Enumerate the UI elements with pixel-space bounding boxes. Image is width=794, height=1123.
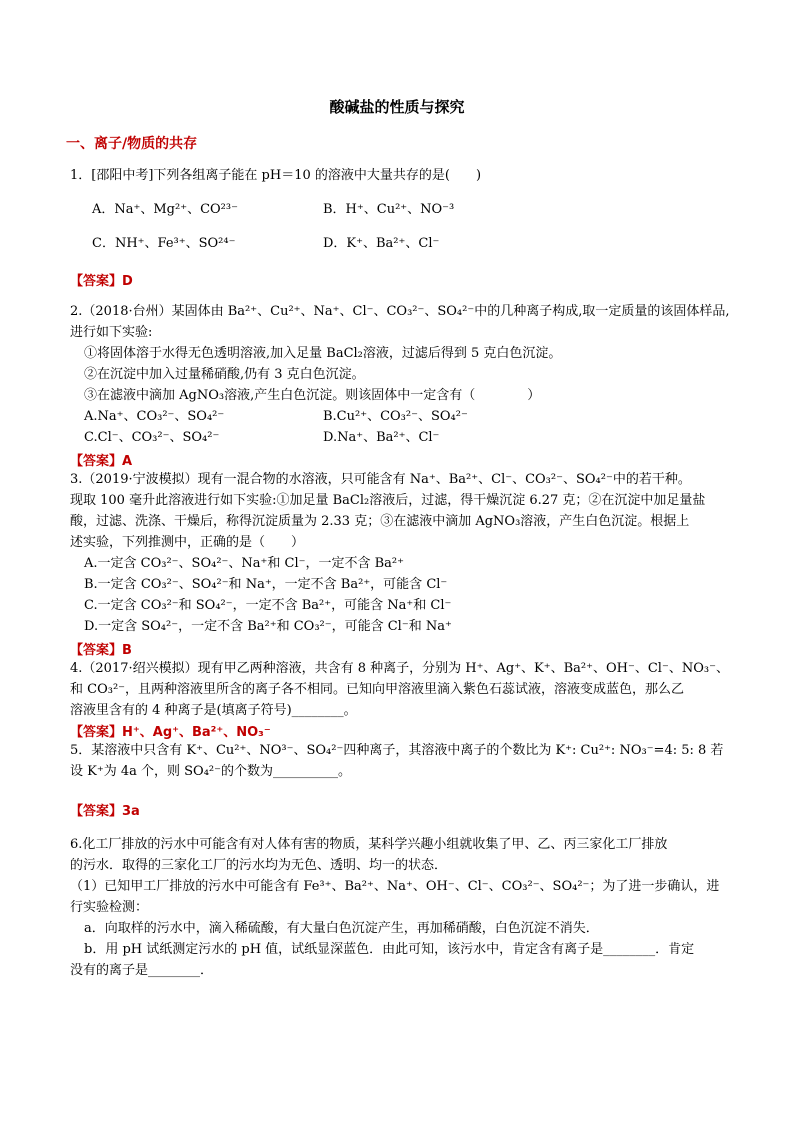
answer-label: 【答案】 [70,804,123,819]
answer-value: B [122,643,132,658]
q1-option-c: C．NH⁺、Fe³⁺、SO²⁴⁻ [92,236,236,251]
q2-line-2: 进行如下实验: [70,325,153,340]
answer-value: H⁺、Ag⁺、Ba²⁺、NO₃⁻ [122,725,271,740]
q3-option-c: C.一定含 CO₃²⁻和 SO₄²⁻，一定不含 Ba²⁺，可能含 Na⁺和 Cl⁻ [84,598,452,613]
q2-answer [70,450,132,469]
q3-line-2: 现取 100 毫升此溶液进行如下实验:①加足量 BaCl₂溶液后，过滤，得干燥沉淀 6.27 克；②在沉淀中加足量盐 [70,493,706,508]
q2-step-3: ③在滤液中滴加 AgNO₃溶液,产生白色沉淀。则该固体中一定含有（ ） [84,388,541,403]
q2-option-b: B.Cu²⁺、CO₃²⁻、SO₄²⁻ [323,409,468,424]
q4-line-1: 4.（2017·绍兴模拟）现有甲乙两种溶液，共含有 8 种离子，分别为 H⁺、Ag⁺、K⁺、Ba²⁺、OH⁻、Cl⁻、NO₃⁻、 [70,661,729,676]
section-heading: 一、离子/物质的共存 [66,136,198,152]
q3-option-a: A.一定含 CO₃²⁻、SO₄²⁻、Na⁺和 Cl⁻，一定不含 Ba²⁺ [84,556,404,571]
q1-option-d: D．K⁺、Ba²⁺、Cl⁻ [323,236,440,251]
q2-option-d: D.Na⁺、Ba²⁺、Cl⁻ [323,430,440,445]
q6-line-4: 行实验检测： [70,900,149,915]
q3-line-1: 3.（2019·宁波模拟）现有一混合物的水溶液，只可能含有 Na⁺、Ba²⁺、Cl⁻、CO₃²⁻、SO₄²⁻中的若干种。 [70,472,691,487]
q2-option-c: C.Cl⁻、CO₃²⁻、SO₄²⁻ [84,430,220,445]
q4-line-2: 和 CO₃²⁻，且两种溶液里所含的离子各不相同。已知向甲溶液里滴入紫色石蕊试液，溶液变成蓝色，那么乙 [70,682,685,697]
q5-answer [70,800,140,819]
q3-answer [70,639,132,658]
answer-label: 【答案】 [70,643,123,658]
answer-value: A [122,454,133,469]
q3-option-d: D.一定含 SO₄²⁻，一定不含 Ba²⁺和 CO₃²⁻，可能含 Cl⁻和 Na⁺ [84,619,452,634]
q1-option-a: A．Na⁺、Mg²⁺、CO²³⁻ [92,202,238,217]
q4-answer [70,721,271,740]
q2-option-a: A.Na⁺、CO₃²⁻、SO₄²⁻ [84,409,225,424]
q6-line-2: 的污水．取得的三家化工厂的污水均为无色、透明、均一的状态． [70,858,448,873]
answer-value: D [122,274,133,289]
q5-line-1: 5．某溶液中只含有 K⁺、Cu²⁺、NO³⁻、SO₄²⁻四种离子，其溶液中离子的个数比为 K⁺: Cu²⁺: NO₃⁻=4: 5: 8 若 [70,743,724,758]
answer-label: 【答案】 [70,454,123,469]
q5-line-2: 设 K⁺为 4a 个，则 SO₄²⁻的个数为__________。 [70,764,351,779]
q2-step-2: ②在沉淀中加入过量稀硝酸,仍有 3 克白色沉淀。 [84,367,365,382]
q2-line-1: 2.（2018·台州）某固体由 Ba²⁺、Cu²⁺、Na⁺、Cl⁻、CO₃²⁻、SO₄²⁻中的几种离子构成,取一定质量的该固体样品, [70,304,730,319]
q3-line-3: 酸，过滤、洗涤、干燥后，称得沉淀质量为 2.33 克；③在滤液中滴加 AgNO₃溶液，产生白色沉淀。根据上 [70,514,690,529]
answer-value: 3a [122,804,140,819]
q1-option-b: B．H⁺、Cu²⁺、NO⁻³ [323,202,455,217]
q1-stem: 1．[邵阳中考]下列各组离子能在 pH＝10 的溶液中大量共存的是( ) [70,168,482,183]
q3-line-4: 述实验，下列推测中，正确的是（ ） [70,535,305,550]
q6-line-1: 6.化工厂排放的污水中可能含有对人体有害的物质，某科学兴趣小组就收集了甲、乙、丙三家化工厂排放 [70,837,668,852]
q6-item-a: a．向取样的污水中，滴入稀硫酸，有大量白色沉淀产生，再加稀硝酸，白色沉淀不消失． [84,921,599,936]
q4-line-3: 溶液里含有的 4 种离子是(填离子符号)________。 [70,703,357,718]
q1-answer [70,270,133,289]
q6-item-b-line-2: 没有的离子是________． [70,963,214,978]
q6-line-3: （1）已知甲工厂排放的污水中可能含有 Fe³⁺、Ba²⁺、Na⁺、OH⁻、Cl⁻、CO₃²⁻、SO₄²⁻；为了进一步确认，进 [70,879,720,894]
q6-item-b-line-1: b．用 pH 试纸测定污水的 pH 值，试纸显深蓝色．由此可知，该污水中，肯定含有离子是________．肯定 [84,942,695,957]
answer-label: 【答案】 [70,725,123,740]
q2-step-1: ①将固体溶于水得无色透明溶液,加入足量 BaCl₂溶液，过滤后得到 5 克白色沉淀。 [84,346,562,361]
q3-option-b: B.一定含 CO₃²⁻、SO₄²⁻和 Na⁺，一定不含 Ba²⁺，可能含 Cl⁻ [84,577,448,592]
answer-label: 【答案】 [70,274,123,289]
page-title: 酸碱盐的性质与探究 [329,98,465,116]
